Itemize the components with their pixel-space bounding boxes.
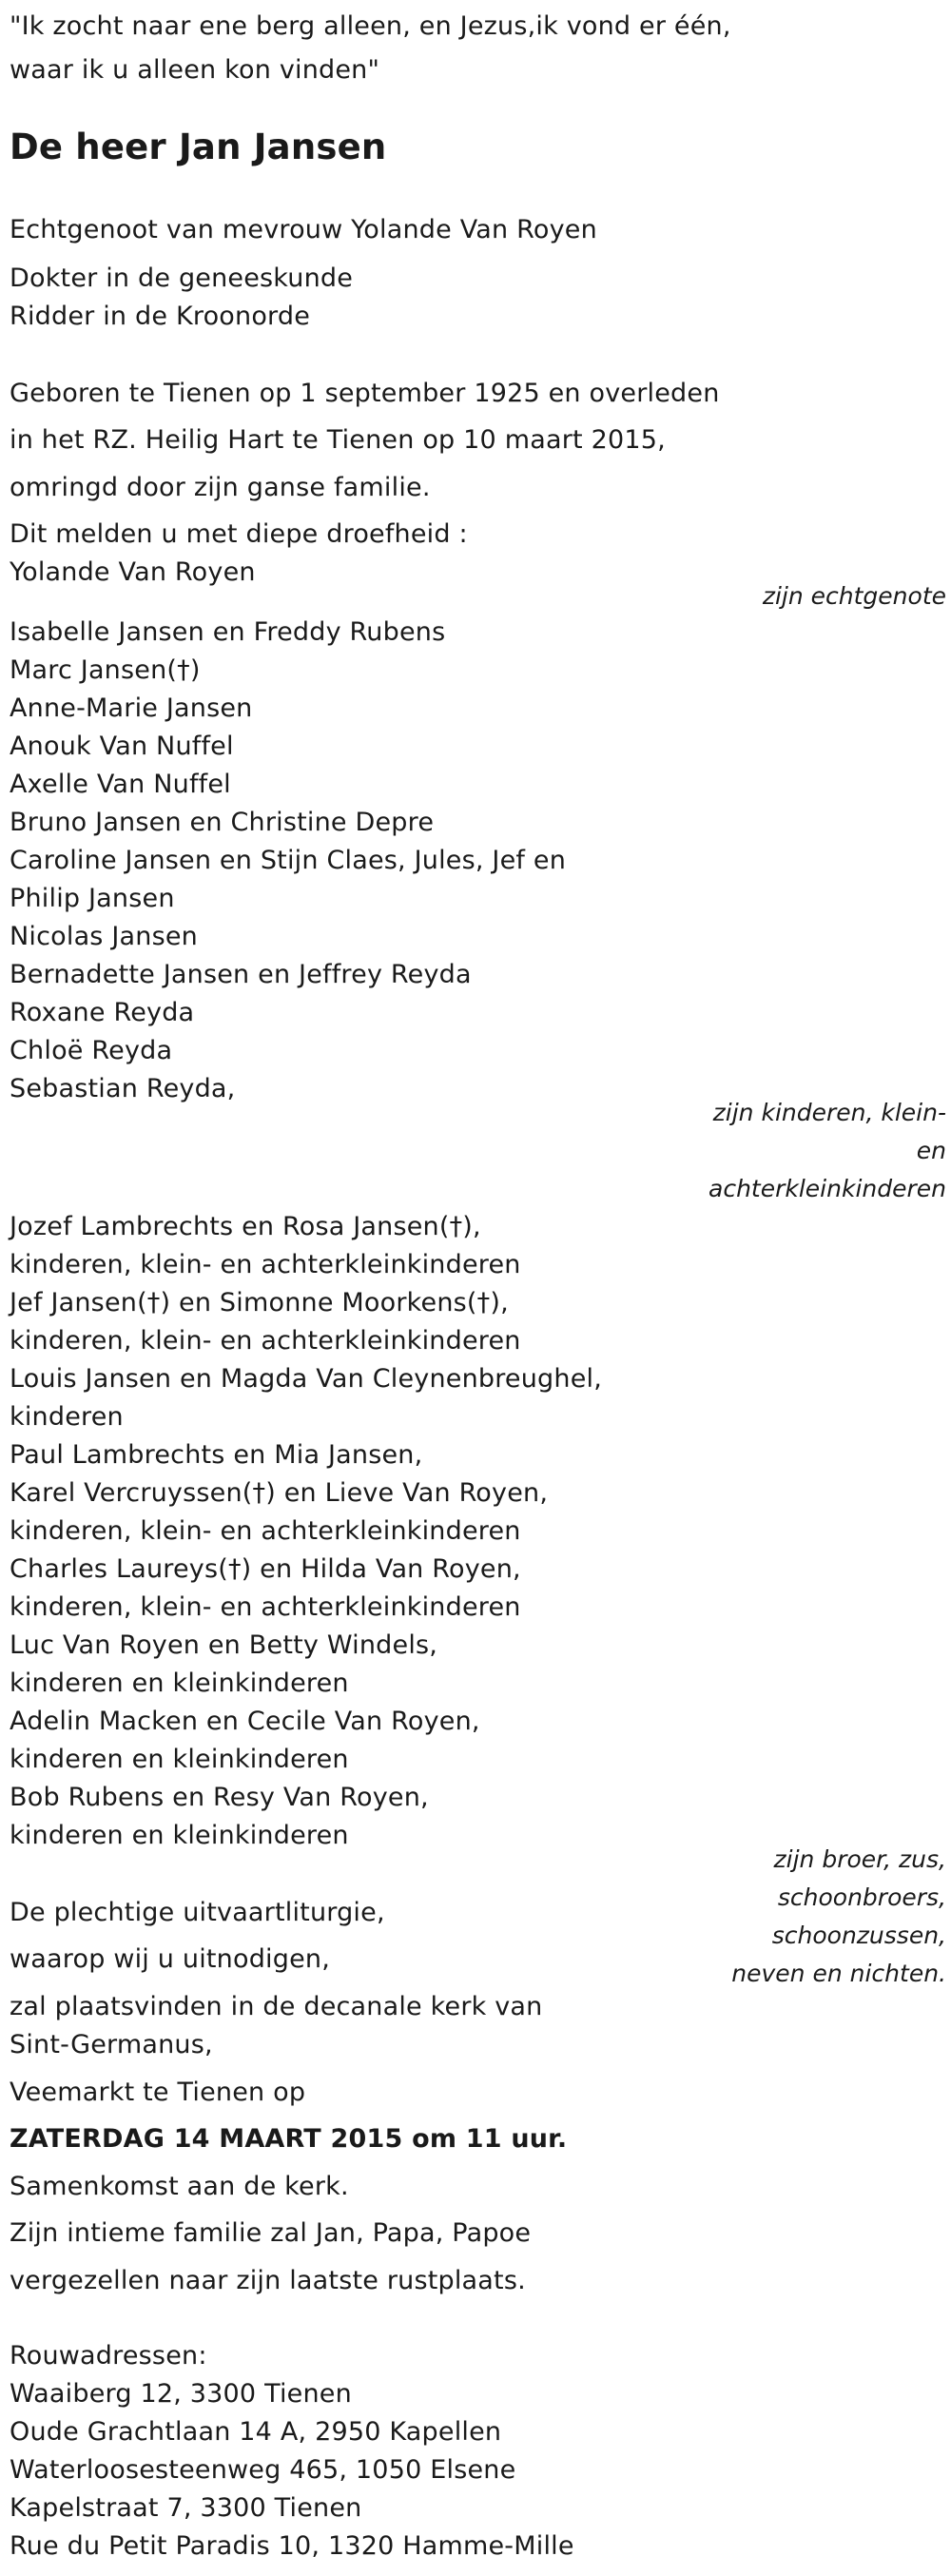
funeral-line: zal plaatsvinden in de decanale kerk van [10,1992,543,2021]
funeral-line: Sint-Germanus, [10,2030,213,2059]
addresses-label: Rouwadressen: [10,2341,207,2371]
sibling-line: Charles Laureys(†) en Hilda Van Royen, [10,1554,521,1584]
address-line: Waaiberg 12, 3300 Tienen [10,2379,352,2409]
address-line: Waterloosesteenweg 465, 1050 Elsene [10,2455,516,2485]
spouse-line: Echtgenoot van mevrouw Yolande Van Royen [10,215,597,244]
child-line: Nicolas Jansen [10,922,198,951]
siblings-role-line: schoonbroers, [777,1883,946,1911]
child-line: Chloë Reyda [10,1036,173,1065]
deceased-name: De heer Jan Jansen [10,127,387,167]
sibling-line: kinderen, klein- en achterkleinkinderen [10,1592,521,1622]
address-line: Kapelstraat 7, 3300 Tienen [10,2493,362,2523]
title-line: Ridder in de Kroonorde [10,302,311,331]
announce-line: Dit melden u met diepe droefheid : [10,519,468,549]
sibling-line: Bob Rubens en Resy Van Royen, [10,1783,429,1812]
quote-line-1: "Ik zocht naar ene berg alleen, en Jezus,ik vond er één, [10,11,731,41]
funeral-line: De plechtige uitvaartliturgie, [10,1898,385,1927]
family-line: Zijn intieme familie zal Jan, Papa, Papoe [10,2218,532,2248]
child-line: Anne-Marie Jansen [10,693,253,723]
child-line: Isabelle Jansen en Freddy Rubens [10,617,446,647]
sibling-line: Paul Lambrechts en Mia Jansen, [10,1440,423,1470]
child-line: Anouk Van Nuffel [10,732,234,761]
sibling-line: kinderen en kleinkinderen [10,1821,349,1850]
family-line: vergezellen naar zijn laatste rustplaats. [10,2266,526,2295]
title-line: Dokter in de geneeskunde [10,263,354,293]
siblings-role-line: zijn broer, zus, [773,1845,946,1873]
sibling-line: Karel Vercruyssen(†) en Lieve Van Royen, [10,1478,549,1508]
spouse-name: Yolande Van Royen [10,557,256,587]
sibling-line: kinderen, klein- en achterkleinkinderen [10,1326,521,1356]
funeral-line: waarop wij u uitnodigen, [10,1944,331,1974]
birth-line: Geboren te Tienen op 1 september 1925 en overleden [10,379,720,408]
child-line: Philip Jansen [10,884,175,913]
children-role-line: zijn kinderen, klein- [712,1099,946,1126]
sibling-line: kinderen en kleinkinderen [10,1745,349,1774]
siblings-role-line: neven en nichten. [731,1960,946,1987]
sibling-line: kinderen [10,1402,124,1432]
sibling-line: Adelin Macken en Cecile Van Royen, [10,1707,480,1736]
siblings-role-line: schoonzussen, [771,1922,946,1949]
funeral-date: ZATERDAG 14 MAART 2015 om 11 uur. [10,2124,568,2154]
sibling-line: kinderen, klein- en achterkleinkinderen [10,1250,521,1279]
spouse-role: zijn echtgenote [762,582,946,610]
child-line: Bernadette Jansen en Jeffrey Reyda [10,960,472,989]
sibling-line: Luc Van Royen en Betty Windels, [10,1630,438,1660]
birth-line: in het RZ. Heilig Hart te Tienen op 10 maart 2015, [10,425,666,455]
address-line: Rue du Petit Paradis 10, 1320 Hamme-Mille [10,2531,574,2561]
children-role-line: achterkleinkinderen [708,1175,946,1202]
sibling-line: kinderen en kleinkinderen [10,1669,349,1698]
child-line: Bruno Jansen en Christine Depre [10,808,435,837]
sibling-line: Jef Jansen(†) en Simonne Moorkens(†), [10,1288,509,1317]
birth-line: omringd door zijn ganse familie. [10,473,431,502]
child-line: Sebastian Reyda, [10,1074,236,1103]
sibling-line: Jozef Lambrechts en Rosa Jansen(†), [10,1212,481,1241]
quote-line-2: waar ik u alleen kon vinden" [10,55,380,85]
children-role-line: en [916,1137,946,1164]
child-line: Caroline Jansen en Stijn Claes, Jules, Jef en [10,846,567,875]
sibling-line: Louis Jansen en Magda Van Cleynenbreughel, [10,1364,603,1394]
sibling-line: kinderen, klein- en achterkleinkinderen [10,1516,521,1546]
address-line: Oude Grachtlaan 14 A, 2950 Kapellen [10,2417,502,2447]
gathering-line: Samenkomst aan de kerk. [10,2172,349,2201]
child-line: Axelle Van Nuffel [10,770,231,799]
funeral-line: Veemarkt te Tienen op [10,2078,306,2107]
child-line: Roxane Reyda [10,998,195,1027]
child-line: Marc Jansen(†) [10,655,201,685]
